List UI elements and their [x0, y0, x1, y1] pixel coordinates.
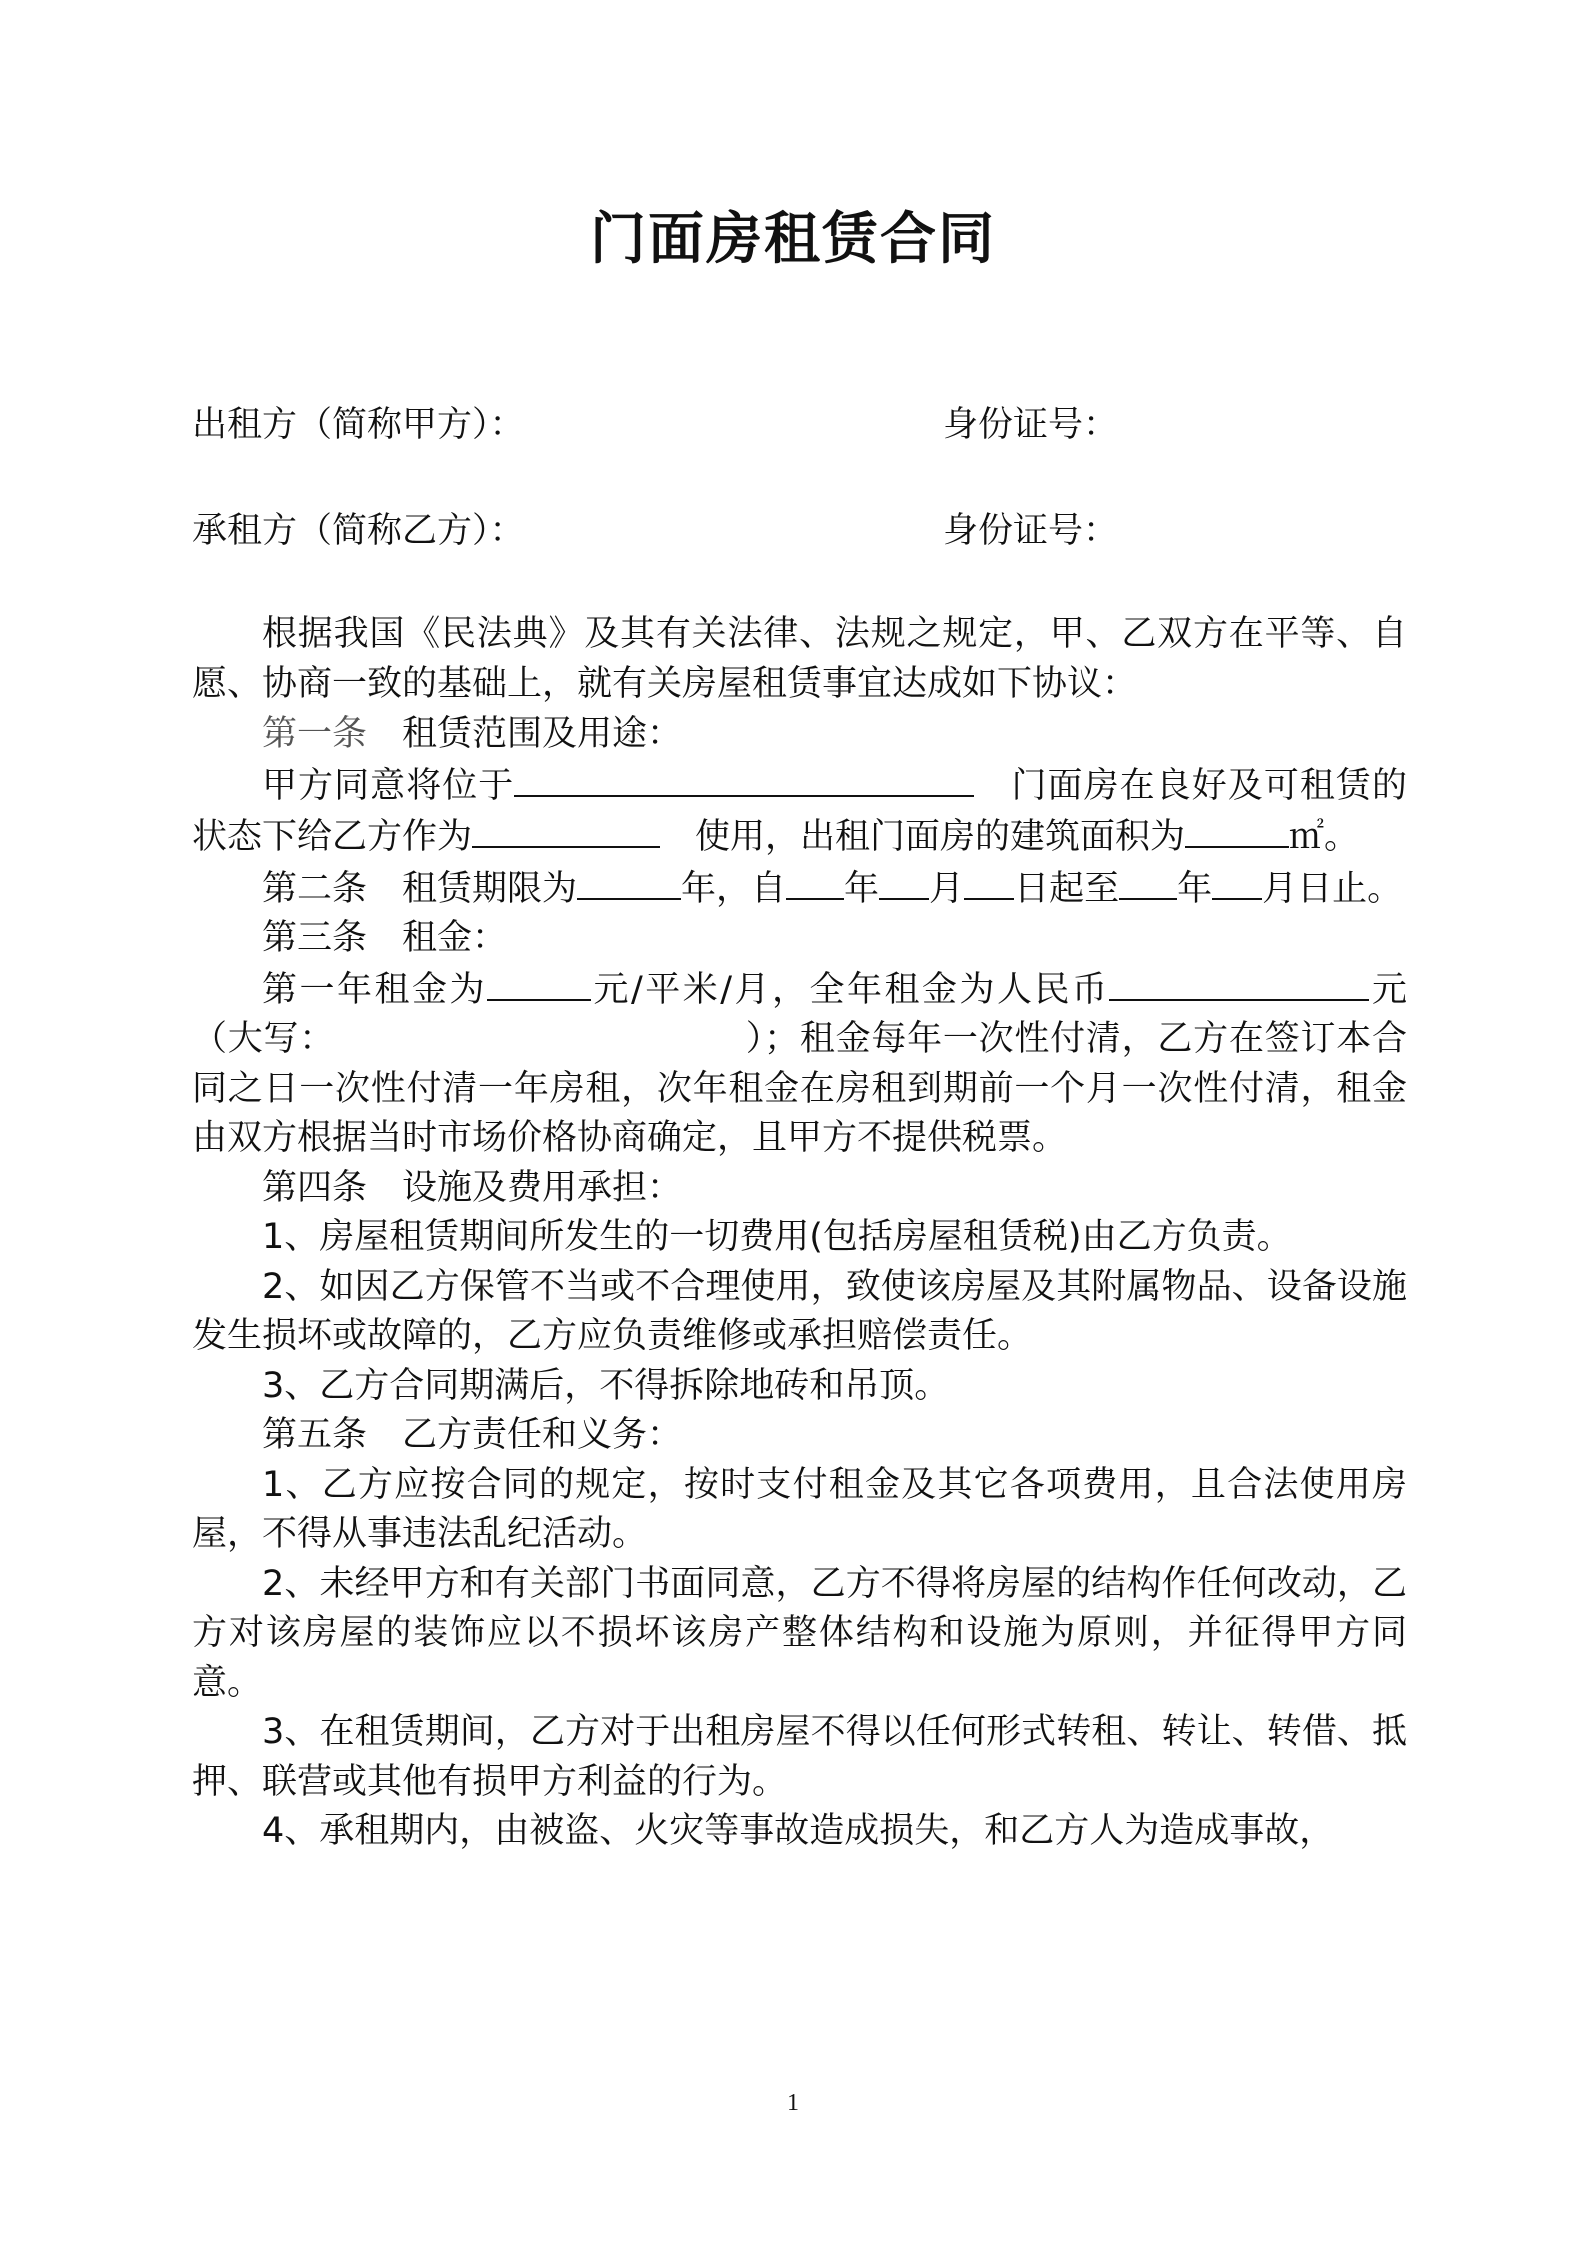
article-1-text-d: ㎡。	[1289, 817, 1360, 857]
start-month-blank	[879, 863, 929, 900]
article-2-text-e: 日起至	[1014, 868, 1120, 909]
rent-per-sqm-blank	[487, 964, 591, 1001]
article-2-paragraph	[192, 863, 1407, 915]
article-5-item: 4、承租期内，由被盗、火灾等事故造成损失，和乙方人为造成事故，	[262, 1811, 1335, 1851]
article-4-item: 1、房屋租赁期间所发生的一切费用(包括房屋租赁税)由乙方负责。	[262, 1217, 1292, 1257]
article-3-text-c: 元（大写：	[192, 969, 1407, 1059]
article-4-heading: 第四条 设施及费用承担：	[262, 1167, 683, 1208]
article-1-text-c: 使用，出租门面房的建筑面积为	[695, 817, 1186, 857]
page-title: 门面房租赁合同	[590, 207, 996, 272]
article-1-text-a: 甲方同意将位于	[262, 765, 515, 806]
annual-rent-blank	[1109, 964, 1369, 1001]
start-year-blank	[786, 863, 844, 900]
article-1-paragraph	[192, 760, 1407, 863]
end-year-blank	[1119, 863, 1177, 900]
party-b-id-label: 身份证号：	[943, 511, 1119, 551]
article-5-heading: 第五条 乙方责任和义务：	[262, 1415, 683, 1455]
article-2-text-g: 月	[1262, 868, 1298, 909]
area-blank	[1185, 811, 1289, 848]
article-1-heading	[192, 709, 1407, 760]
article-2-text-a: 第二条 租赁期限为	[262, 868, 578, 909]
article-5-item: 1、乙方应按合同的规定，按时支付租金及其它各项费用，且合法使用房屋，不得从事违法乱纪活动。	[192, 1464, 1407, 1554]
article-2-text-h: 日止。	[1297, 868, 1403, 909]
start-day-blank	[964, 863, 1014, 900]
party-b-line	[192, 508, 1119, 554]
article-4-item: 3、乙方合同期满后，不得拆除地砖和吊顶。	[262, 1365, 950, 1406]
party-a-id-label: 身份证号：	[943, 405, 1119, 445]
article-3-text-a: 第一年租金为	[262, 969, 487, 1010]
article-2-text-f: 年	[1177, 868, 1213, 909]
article-3-text-b: 元/平米/月，全年租金为人民币	[590, 969, 1110, 1010]
page-number: 1	[787, 2090, 799, 2116]
usage-blank	[472, 811, 660, 848]
article-5-item: 2、未经甲方和有关部门书面同意，乙方不得将房屋的结构作任何改动，乙方对该房屋的装饰应以不损坏该房产整体结构和设施为原则，并征得甲方同意。	[192, 1563, 1407, 1703]
intro-paragraph: 根据我国《民法典》及其有关法律、法规之规定，甲、乙双方在平等、自愿、协商一致的基础上，就有关房屋租赁事宜达成如下协议：	[192, 614, 1407, 704]
end-month-blank	[1212, 863, 1262, 900]
article-3-paragraph	[192, 964, 1407, 1164]
party-b-label: 承租方（简称乙方）：	[192, 511, 525, 551]
article-2-text-d: 月	[929, 868, 965, 909]
article-3-text-d: ）；租金每年一次性付清，乙方在签订本合同之日一次性付清一年房租，次年租金在房租到期前一个月一次性付清，租金由双方根据当时市场价格协商确定，且甲方不提供税票。	[192, 1019, 1407, 1158]
party-a-line	[192, 402, 1119, 448]
location-blank	[514, 760, 974, 797]
article-2-text-c: 年	[844, 868, 880, 909]
article-1-number: 第一条	[262, 714, 368, 753]
contract-body	[192, 610, 1407, 1857]
article-3-heading: 第三条 租金：	[262, 918, 508, 958]
party-a-label: 出租方（简称甲方）：	[192, 405, 525, 445]
article-1-title: 租赁范围及用途：	[402, 714, 683, 754]
article-5-item: 3、在租赁期间，乙方对于出租房屋不得以任何形式转租、转让、转借、抵押、联营或其他有损甲方利益的行为。	[192, 1712, 1407, 1802]
article-4-item: 2、如因乙方保管不当或不合理使用，致使该房屋及其附属物品、设备设施发生损坏或故障的，乙方应负责维修或承担赔偿责任。	[192, 1266, 1407, 1356]
article-2-text-b: 年，自	[681, 868, 787, 909]
term-years-blank	[577, 863, 681, 900]
article-1-text-b: 门面房在良好及可租赁的状态下给乙方作为	[192, 765, 1407, 857]
